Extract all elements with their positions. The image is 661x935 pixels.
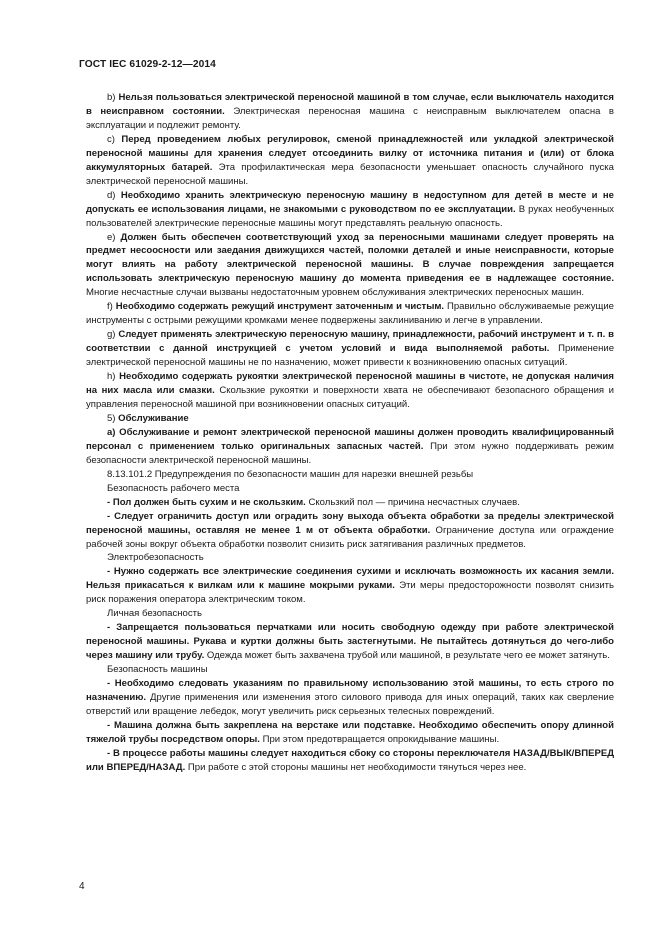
paragraph-b-text: Электрическая переносная машина с неисправным выключателем опасна в эксплуатации и подлежит ремонту. (86, 105, 614, 131)
paragraph-e-label: e) (107, 231, 116, 243)
paragraph-e-text: Многие несчастные случаи вызваны недостаточным уровнем обслуживания электрических переносных машин. (86, 287, 585, 299)
paragraph-c-label: c) (107, 133, 115, 145)
paragraph-c-warning: Перед проведением любых регулировок, сменой принадлежностей или укладкой электрической переносной машины для хранения следует отсоединить вилку от источника питания и (или) от блока аккумуляторных батарей. (86, 133, 615, 173)
workplace-item-1-text: Скользкий пол — причина несчастных случаев. (308, 496, 520, 508)
clause-heading (79, 468, 614, 482)
machine-item-3-warning: - В процессе работы машины следует находиться сбоку со стороны переключателя НАЗАД/ВЫК/ВПЕРЕД или ВПЕРЕД/НАЗАД. (86, 747, 614, 773)
paragraph-d-label: d) (107, 189, 116, 201)
paragraph-f-label: f) (107, 301, 113, 313)
paragraph-e (79, 231, 614, 301)
electrical-item-1-text: Эти меры предосторожности позволят снизить риск поражения оператора электрическим током. (86, 580, 615, 606)
machine-item-2-warning: - Машина должна быть закреплена на верстаке или подставке. Необходимо обеспечить опору длинной тяжелой трубы посредством опоры. (86, 719, 614, 745)
service-heading-label: 5) (107, 412, 116, 424)
paragraph-f (79, 300, 614, 328)
paragraph-f-text: Правильно обслуживаемые режущие инструменты с острыми режущими кромками менее подвержены заклиниванию и легче в управлении. (86, 301, 614, 327)
electrical-item-1-warning: - Нужно содержать все электрические соединения сухими и исключать возможность их касания земли. Нельзя прикасаться к вилкам или к машине мокрыми руками. (86, 566, 614, 592)
service-heading-title: Обслуживание (118, 412, 189, 424)
paragraph-g-warning: Следует применять электрическую переносную машину, принадлежности, рабочий инструмент и т. п. в соответствии с данной инструкцией с учетом условий и вида выполняемой работы. (86, 329, 614, 355)
paragraph-service-a-warning: Обслуживание и ремонт электрической переносной машины должен проводить квалифицированный персонал с применением только оригинальных запасных частей. (86, 426, 615, 452)
workplace-item-1-warning: - Пол должен быть сухим и не скользким. (107, 496, 306, 508)
workplace-safety-heading: Безопасность рабочего места (107, 482, 240, 494)
document-body (79, 91, 614, 775)
paragraph-service-a-text: При этом нужно поддерживать режим безопасности электрической переносной машины. (86, 440, 614, 466)
service-heading (79, 412, 614, 426)
machine-item-2 (79, 719, 614, 747)
paragraph-g-text: Применение электрической переносной машины не по назначению, может привести к возникновению опасных ситуаций. (86, 343, 614, 369)
machine-item-2-text: При этом предотвращается опрокидывание машины. (262, 733, 500, 745)
paragraph-f-warning: Необходимо содержать режущий инструмент заточенным и чистым. (115, 301, 445, 313)
electrical-item-1 (79, 565, 614, 607)
workplace-item-1 (79, 496, 614, 510)
paragraph-d (79, 189, 614, 231)
paragraph-d-text: В руках необученных пользователей электрические переносные машины могут представлять реальную опасность. (86, 203, 614, 229)
machine-item-3 (79, 747, 614, 775)
paragraph-c-text: Эта профилактическая мера безопасности уменьшает опасность случайного пуска электрической переносной машины. (86, 161, 614, 187)
paragraph-c (79, 133, 614, 189)
paragraph-service-a (79, 426, 614, 468)
paragraph-g (79, 328, 614, 370)
paragraph-service-a-label: a) (107, 426, 116, 438)
paragraph-h-text: Скользкие рукоятки и поверхности хвата не обеспечивают безопасного обращения и управления переносной машиной при возникновении опасных ситуаций. (86, 385, 614, 410)
standard-header: ГОСТ IEC 61029-2-12—2014 (79, 59, 216, 70)
personal-item-1-text: Одежда может быть захвачена трубой или машиной, в результате чего ее может затянуть. (206, 650, 610, 662)
personal-item-1 (79, 621, 614, 663)
personal-item-1-warning: - Запрещается пользоваться перчатками или носить свободную одежду при работе электрической переносной машины. Рукава и куртки должны быть застегнутыми. Не пытайтесь дотянуться до чего-либо через машину или трубу. (86, 622, 614, 662)
page-number: 4 (79, 881, 85, 892)
clause-number: 8.13.101.2 (107, 468, 153, 480)
personal-safety-heading: Личная безопасность (107, 608, 202, 620)
paragraph-h (79, 370, 614, 412)
workplace-item-2-warning: - Следует ограничить доступ или оградить зону выхода объекта обработки за пределы электрической переносной машины, оставляя не менее 1 м от объекта обработки. (86, 510, 614, 536)
machine-item-1 (79, 677, 614, 719)
workplace-item-2 (79, 510, 614, 552)
machine-item-1-warning: - Необходимо следовать указаниям по правильному использованию этой машины, то есть строго по назначению. (86, 678, 614, 703)
workplace-item-2-text: Ограничение доступа или ограждение рабочей зоны вокруг объекта обработки позволит снизить риск затягивания различных предметов. (86, 524, 614, 550)
electrical-safety-heading: Электробезопасность (107, 552, 204, 564)
machine-item-1-text: Другие применения или изменения этого силового привода для иных операций, таких как сверление отверстий или вращение лебедок, могут увеличить риск серьезных телесных повреждений. (86, 691, 615, 717)
paragraph-h-warning: Необходимо содержать рукоятки электрической переносной машины в чистоте, не допуская наличия на них масла или смазки. (86, 371, 614, 397)
machine-safety-heading: Безопасность машины (107, 664, 208, 676)
paragraph-h-label: h) (107, 371, 116, 383)
clause-title: Предупреждения по безопасности машин для нарезки внешней резьбы (154, 468, 474, 480)
machine-item-3-text: При работе с этой стороны машины нет необходимости тянуться через нее. (187, 761, 527, 773)
paragraph-g-label: g) (107, 329, 116, 341)
paragraph-b (79, 91, 614, 133)
paragraph-e-warning: Должен быть обеспечен соответствующий уход за переносными машинами следует проверять на предмет несоосности или заедания движущихся частей, поломки деталей и иные неисправности, которые могут влиять на работу электрической переносной машины. В случае повреждения запрещается использовать электрическую переносную машину до момента приведения ее в надлежащее состояние. (86, 231, 614, 285)
paragraph-d-warning: Необходимо хранить электрическую переносную машину в недоступном для детей в месте и не допускать ее использования лицами, не знакомыми с руководством по ее эксплуатации. (86, 189, 614, 215)
paragraph-b-label: b) (107, 92, 116, 103)
paragraph-b-warning: Нельзя пользоваться электрической переносной машиной в том случае, если выключатель находится в неисправном состоянии. (86, 92, 614, 117)
